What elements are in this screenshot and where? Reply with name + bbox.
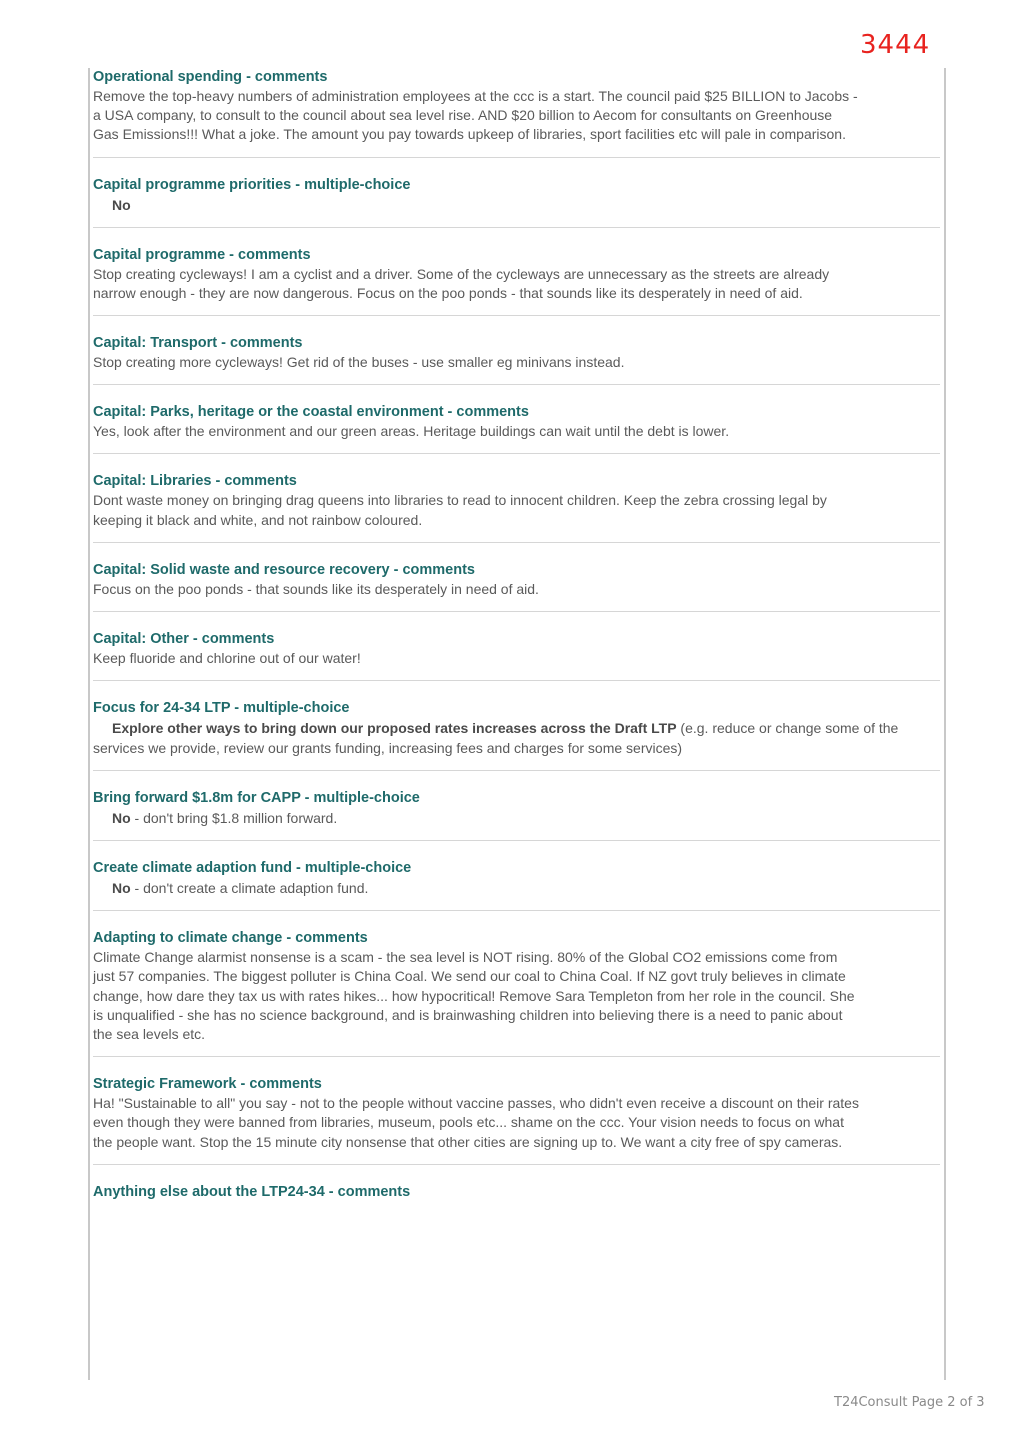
response-content xyxy=(93,68,940,1214)
choice-detail: - don't bring $1.8 million forward. xyxy=(130,810,338,827)
section-strategic-framework xyxy=(93,1075,940,1165)
section-heading: Capital: Transport - comments xyxy=(93,335,303,352)
section-adapting-climate-change xyxy=(93,929,940,1057)
section-heading: Focus for 24-34 LTP - multiple-choice xyxy=(93,700,350,717)
section-anything-else xyxy=(93,1183,940,1214)
section-heading: Strategic Framework - comments xyxy=(93,1076,322,1093)
section-comment: Keep fluoride and chlorine out of our water! xyxy=(93,650,361,667)
page-footer: T24Consult Page 2 of 3 xyxy=(834,1395,985,1410)
choice-answer: No xyxy=(112,810,131,827)
section-heading: Capital: Solid waste and resource recovery - comments xyxy=(93,561,475,578)
section-capital-programme-priorities xyxy=(93,176,940,228)
section-heading: Capital programme - comments xyxy=(93,246,311,263)
section-heading: Operational spending - comments xyxy=(93,69,328,85)
page-number: 3444 xyxy=(860,30,931,60)
section-heading: Bring forward $1.8m for CAPP - multiple-choice xyxy=(93,790,420,807)
section-heading: Capital: Other - comments xyxy=(93,631,275,648)
section-heading: Capital: Libraries - comments xyxy=(93,473,297,490)
section-comment: Ha! "Sustainable to all" you say - not to the people without vaccine passes, who didn't even receive a discount on their rates even though they were banned from libraries, museum, pools etc... shame on the ccc. Your vision needs to focus on what the people want. Stop the 15 minute city nonsense that other cities are signing up to. We want a city free of spy cameras. xyxy=(93,1095,859,1150)
section-capital-programme xyxy=(93,246,940,316)
section-focus-ltp xyxy=(93,699,940,771)
section-capital-transport xyxy=(93,334,940,385)
section-comment: Stop creating cycleways! I am a cyclist and a driver. Some of the cycleways are unnecessary as the streets are already narrow enough - they are now dangerous. Focus on the poo ponds - that sounds like its desperately in need of aid. xyxy=(93,265,830,301)
section-capital-libraries xyxy=(93,472,940,542)
section-capital-other xyxy=(93,630,940,681)
section-heading: Create climate adaption fund - multiple-choice xyxy=(93,860,412,877)
section-heading: Capital programme priorities - multiple-choice xyxy=(93,176,411,193)
section-comment: Remove the top-heavy numbers of administration employees at the ccc is a start. The council paid $25 BILLION to Jacobs - a USA company, to consult to the council about sea level rise. AND $20 billion to Aecom for consultants on Greenhouse Gas Emissions!!! What a joke. The amount you pay towards upkeep of libraries, sport facilities etc will pale in comparison. xyxy=(93,88,858,143)
section-climate-adaption-fund xyxy=(93,859,940,911)
section-choice xyxy=(93,195,940,215)
section-comment: Climate Change alarmist nonsense is a scam - the sea level is NOT rising. 80% of the Global CO2 emissions come from just 57 companies. The biggest polluter is China Coal. We send our coal to China Coal. If NZ govt truly believes in climate change, how dare they tax us with rates hikes... how hypocritical! Remove Sara Templeton from her role in the council. She is unqualified - she has no science background, and is brainwashing children into believing there is a need to panic about the sea levels etc. xyxy=(93,949,855,1043)
section-choice xyxy=(93,808,940,828)
choice-answer: No xyxy=(112,880,131,897)
section-bring-forward-capp xyxy=(93,789,940,841)
right-border xyxy=(944,68,946,1380)
left-border xyxy=(88,68,90,1380)
section-capital-solid-waste xyxy=(93,561,940,612)
section-comment: Stop creating more cycleways! Get rid of the buses - use smaller eg minivans instead. xyxy=(93,354,625,371)
section-comment: Yes, look after the environment and our green areas. Heritage buildings can wait until the debt is lower. xyxy=(93,423,730,440)
choice-detail: - don't create a climate adaption fund. xyxy=(130,880,369,897)
section-heading: Anything else about the LTP24-34 - comments xyxy=(93,1183,411,1200)
section-heading: Adapting to climate change - comments xyxy=(93,930,368,947)
section-heading: Capital: Parks, heritage or the coastal environment - comments xyxy=(93,404,529,421)
choice-answer: No xyxy=(112,196,131,213)
choice-detail: (e.g. reduce or change some of the services we provide, review our grants funding, increasing fees and charges for some services) xyxy=(93,720,899,757)
choice-answer: Explore other ways to bring down our proposed rates increases across the Draft LTP xyxy=(112,720,677,737)
section-comment: Focus on the poo ponds - that sounds like its desperately in need of aid. xyxy=(93,580,539,597)
section-comment: Dont waste money on bringing drag queens into libraries to read to innocent children. Keep the zebra crossing legal by keeping it black and white, and not rainbow coloured. xyxy=(93,492,827,528)
section-choice xyxy=(93,718,940,758)
section-capital-parks xyxy=(93,403,940,454)
section-choice xyxy=(93,878,940,898)
section-operational-spending xyxy=(93,68,940,158)
